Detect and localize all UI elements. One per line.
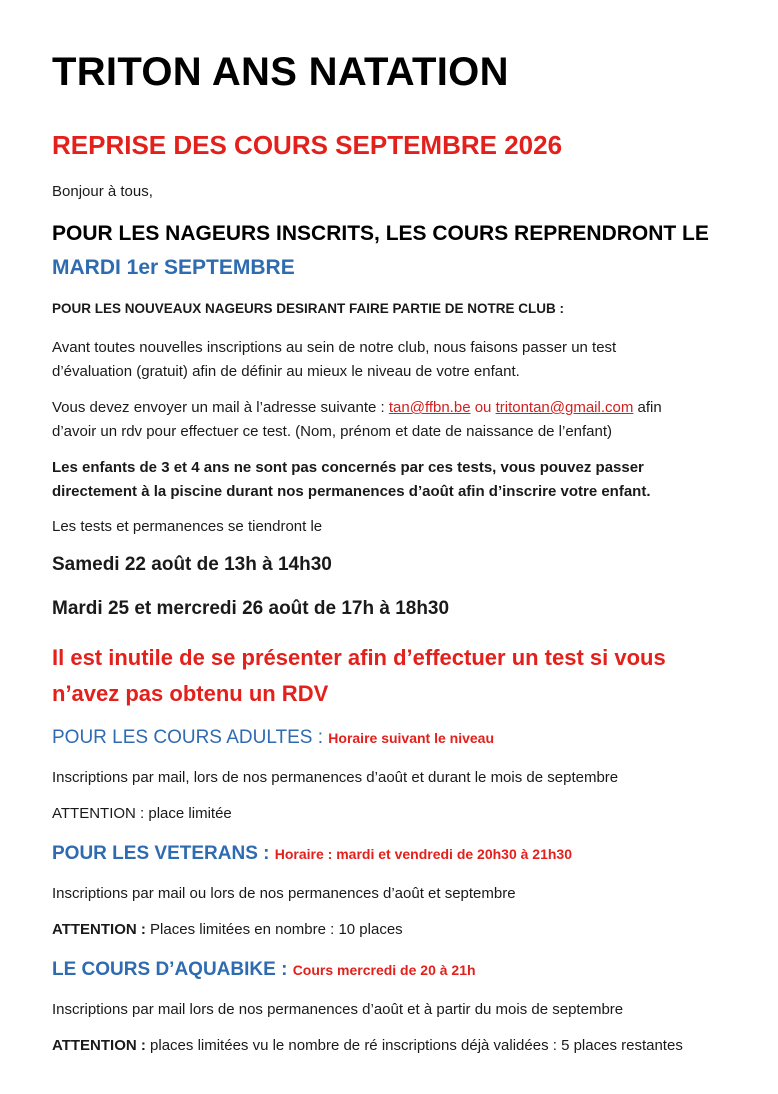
veterans-separator: : [257, 843, 275, 864]
aquabike-heading: LE COURS D’AQUABIKE [52, 959, 276, 980]
aquabike-attention-text: places limitées vu le nombre de ré inscriptions déjà validées : 5 places restantes [145, 1037, 683, 1054]
aquabike-section-header [52, 959, 476, 981]
veterans-attention-text: Places limitées en nombre : 10 places [145, 921, 403, 938]
warning-line-1: Il est inutile de se présenter afin d’effectuer un test si vous [52, 645, 666, 670]
aquabike-attention-label: ATTENTION : [52, 1037, 146, 1054]
club-title: TRITON ANS NATATION [52, 50, 509, 94]
adults-section-header [52, 727, 494, 749]
adults-heading: POUR LES COURS ADULTES [52, 727, 313, 748]
aquabike-registration-line: Inscriptions par mail lors de nos permanences d’août et à partir du mois de septembre [52, 1001, 624, 1018]
veterans-schedule-note: Horaire : mardi et vendredi de 20h30 à 21h30 [274, 846, 573, 862]
veterans-attention-label: ATTENTION : [52, 921, 146, 938]
aquabike-separator: : [275, 959, 293, 980]
veterans-heading: POUR LES VETERANS [52, 843, 258, 864]
veterans-section-header [52, 843, 572, 865]
sessions-intro: Les tests et permanences se tiendront le [52, 518, 323, 535]
session-date-2: Mardi 25 et mercredi 26 août de 17h à 18h30 [52, 598, 450, 619]
veterans-registration-line: Inscriptions par mail ou lors de nos permanences d’août et septembre [52, 885, 516, 902]
resumption-subtitle: REPRISE DES COURS SEPTEMBRE 2026 [52, 130, 563, 160]
email-link-tritontan[interactable]: tritontan@gmail.com [495, 399, 634, 416]
adults-separator: : [312, 727, 329, 748]
young-children-line-2: directement à la piscine durant nos permanences d’août afin d’inscrire votre enfant. [52, 483, 651, 500]
warning-line-2: n’avez pas obtenu un RDV [52, 681, 329, 706]
young-children-paragraph [52, 456, 651, 504]
contact-suffix: afin [633, 399, 662, 416]
evaluation-line-2: d’évaluation (gratuit) afin de définir au mieux le niveau de votre enfant. [52, 363, 520, 380]
young-children-line-1: Les enfants de 3 et 4 ans ne sont pas concernés par ces tests, vous pouvez passer [52, 459, 644, 476]
email-separator: ou [470, 399, 496, 416]
aquabike-attention-line [52, 1034, 683, 1058]
resumption-date: MARDI 1er SEPTEMBRE [52, 256, 295, 279]
adults-schedule-note: Horaire suivant le niveau [328, 730, 495, 746]
aquabike-schedule-note: Cours mercredi de 20 à 21h [292, 962, 476, 978]
contact-line-1 [52, 396, 662, 420]
no-appointment-warning [52, 640, 666, 712]
contact-paragraph [52, 396, 662, 444]
evaluation-line-1: Avant toutes nouvelles inscriptions au sein de notre club, nous faisons passer un test [52, 339, 617, 356]
contact-line-2: d’avoir un rdv pour effectuer ce test. (Nom, prénom et date de naissance de l’enfant) [52, 423, 613, 440]
new-swimmers-heading: POUR LES NOUVEAUX NAGEURS DESIRANT FAIRE PARTIE DE NOTRE CLUB : [52, 301, 565, 316]
registered-swimmers-line: POUR LES NAGEURS INSCRITS, LES COURS REPRENDRONT LE [52, 222, 709, 245]
email-link-ffbn[interactable]: tan@ffbn.be [388, 399, 471, 416]
greeting: Bonjour à tous, [52, 183, 153, 200]
adults-registration-line: Inscriptions par mail, lors de nos permanences d’août et durant le mois de septembre [52, 769, 619, 786]
contact-prefix: Vous devez envoyer un mail à l’adresse suivante : [52, 399, 389, 416]
veterans-attention-line [52, 918, 403, 942]
adults-attention-line: ATTENTION : place limitée [52, 805, 232, 822]
session-date-1: Samedi 22 août de 13h à 14h30 [52, 554, 332, 575]
evaluation-paragraph [52, 336, 616, 384]
